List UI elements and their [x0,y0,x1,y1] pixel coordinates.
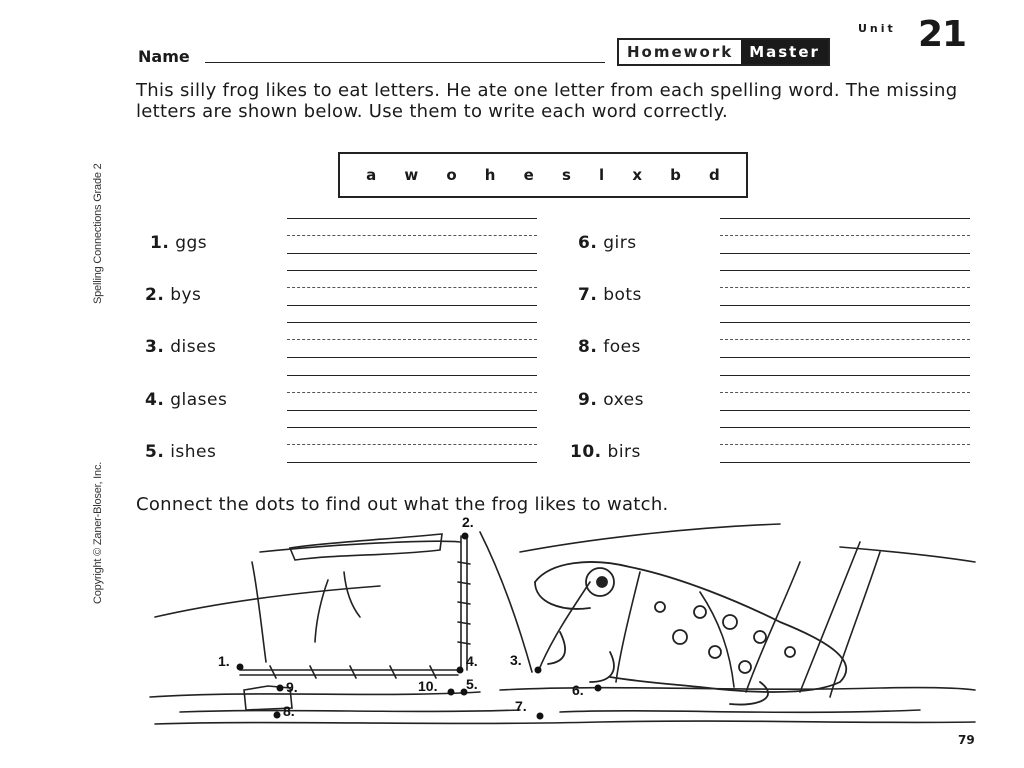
missing-letters-box [338,152,748,198]
word-number: 7. [578,285,598,305]
letter: b [670,166,681,184]
series-title: Spelling Connections Grade 2 [92,163,104,304]
word-text: foes [603,337,641,357]
word-item-2 [145,285,201,305]
dot-4 [457,667,464,674]
dot-label-5: 5. [466,676,478,692]
reed [800,542,860,692]
dot-7 [537,713,544,720]
reed [830,552,880,697]
dot-label-8: 8. [283,703,295,719]
dot-label-1: 1. [218,653,230,669]
name-line[interactable] [205,62,605,63]
reed [538,582,590,672]
hill-line [840,547,975,562]
dot-label-2: 2. [462,514,474,530]
dot-to-dot-picture [140,512,980,732]
water-line [560,710,920,712]
master-label: Master [741,40,828,64]
letter: l [599,166,605,184]
word-item-7 [578,285,642,305]
word-item-4 [145,390,227,410]
dot-1 [237,664,244,671]
dot-label-7: 7. [515,698,527,714]
word-number: 1. [150,233,170,253]
word-text: oxes [603,390,644,410]
word-text: dises [170,337,217,357]
letter: d [709,166,720,184]
dot-8 [274,712,281,719]
reed [700,592,734,687]
letter: x [632,166,642,184]
dot-10 [448,689,455,696]
reed [616,572,640,682]
page-number: 79 [958,733,975,747]
word-item-10 [570,442,641,462]
letter: h [484,166,496,184]
hill-line [520,524,780,552]
hill-line [155,586,380,617]
raft-lashing [270,666,436,678]
copyright-notice: Copyright © Zaner-Bloser, Inc. [92,461,104,604]
word-number: 2. [145,285,165,305]
word-item-8 [578,337,641,357]
letter: e [523,166,534,184]
dot-label-10: 10. [418,678,438,694]
word-item-6 [578,233,637,253]
unit-number: 21 [918,14,967,55]
water-line [155,721,975,724]
reed [252,562,266,662]
word-number: 10. [570,442,602,462]
letter: w [404,166,419,184]
dot-label-4: 4. [466,653,478,669]
word-item-1 [150,233,207,253]
dot-2 [462,533,469,540]
dot-label-9: 9. [286,679,298,695]
instructions: This silly frog likes to eat letters. He ate one letter from each spelling word. The missing letters are shown below. Use them to write each word correctly. [136,80,958,122]
word-item-3 [145,337,216,357]
word-item-9 [578,390,644,410]
word-number: 5. [145,442,165,462]
dot-label-6: 6. [572,682,584,698]
word-text: ishes [170,442,217,462]
letter: a [366,166,377,184]
dot-3 [535,667,542,674]
word-text: birs [607,442,641,462]
word-number: 9. [578,390,598,410]
name-label: Name [138,47,190,66]
word-number: 3. [145,337,165,357]
word-text: ggs [175,233,208,253]
water-line [180,710,520,712]
homework-label: Homework [619,40,741,64]
letter: s [561,166,571,184]
word-item-5 [145,442,216,462]
letter: o [446,166,457,184]
reed [480,532,532,672]
word-number: 8. [578,337,598,357]
reed [315,580,328,642]
word-text: girs [603,233,637,253]
dot-label-3: 3. [510,652,522,668]
connect-dots-instruction: Connect the dots to find out what the frog likes to watch. [136,494,669,515]
unit-label: Unit [858,22,896,35]
word-text: bys [170,285,202,305]
dot-6 [595,685,602,692]
word-text: bots [603,285,642,305]
rigging [458,562,470,644]
word-number: 6. [578,233,598,253]
reed [344,572,360,617]
dot-9 [277,685,284,692]
homework-master-badge [617,38,830,66]
word-number: 4. [145,390,165,410]
word-text: glases [170,390,228,410]
